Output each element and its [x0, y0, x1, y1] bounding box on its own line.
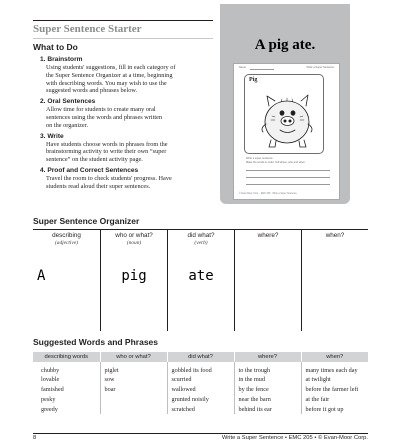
- suggested-words-table: [33, 352, 368, 414]
- table-row: [33, 385, 368, 395]
- table-row: [33, 395, 368, 405]
- table-cell: greedy: [41, 405, 58, 413]
- suggested-heading: Suggested Words and Phrases: [33, 337, 159, 347]
- table-cell: [100, 395, 167, 405]
- step-title: 4. Proof and Correct Sentences: [40, 166, 139, 174]
- step-line: Have students choose words in phrases from the: [46, 140, 168, 148]
- activity-instruction-1: Write a super sentence.: [246, 157, 274, 160]
- table-cell: scratched: [167, 404, 234, 414]
- table-cell: [100, 404, 167, 414]
- activity-writing-line: [246, 177, 330, 178]
- activity-writing-line: [246, 184, 330, 185]
- organizer-column-describing: [33, 230, 100, 331]
- footer-rule: [33, 433, 368, 434]
- table-cell: in the mud: [234, 375, 301, 385]
- step-line: brainstorming activity to write their own “super: [46, 148, 167, 156]
- table-cell: gobbled its food: [167, 362, 234, 375]
- organizer-column-head: where?: [257, 232, 279, 239]
- table-cell: before the farmer left: [301, 385, 368, 395]
- table-cell: at twilight: [301, 375, 368, 385]
- steps-list: [40, 56, 212, 194]
- table-cell: near the barn: [234, 395, 301, 405]
- activity-header-title: Write a Super Sentence: [306, 66, 334, 69]
- organizer-column-did-what: [167, 230, 234, 331]
- activity-footer: © Evan-Moor Corp. · EMC 205 · Write a Super Sentence: [239, 193, 297, 195]
- organizer-column-subhead: (adjective): [54, 240, 79, 246]
- activity-writing-line: [246, 170, 330, 171]
- table-header: did what?: [167, 352, 234, 362]
- step-line: suggested words and phrases below.: [46, 87, 138, 95]
- step-line: Using students' suggestions, fill in each category of: [46, 64, 176, 71]
- table-header: where?: [234, 352, 301, 362]
- organizer-column-head: who or what?: [115, 232, 153, 239]
- pig-illustration: [251, 84, 319, 152]
- step-body: [40, 175, 212, 191]
- step-title: 2. Oral Sentences: [40, 98, 96, 106]
- organizer-value: pig: [121, 268, 147, 284]
- table-cell: lovable: [41, 376, 60, 384]
- step-title: 1. Brainstorm: [40, 56, 83, 63]
- super-sentence-organizer: [33, 229, 368, 330]
- table-cell: scurried: [167, 375, 234, 385]
- table-cell: to the trough: [234, 362, 301, 375]
- organizer-heading: Super Sentence Organizer: [33, 216, 140, 226]
- step-write: [40, 133, 212, 164]
- step-line: Allow time for students to create many oral: [46, 106, 156, 114]
- table-row: [33, 375, 368, 385]
- table-cell: boar: [100, 385, 167, 395]
- organizer-column-who-or-what: [100, 230, 167, 331]
- title-rule: [33, 38, 213, 39]
- footer-credit: Write a Super Sentence • EMC 205 • © Evan-Moor Corp.: [221, 435, 368, 441]
- table-cell: behind its ear: [234, 404, 301, 414]
- organizer-column-head: did what?: [187, 232, 215, 239]
- activity-picture-label: Pig: [249, 77, 258, 83]
- table-cell: wallowed: [167, 385, 234, 395]
- top-rule: [33, 20, 213, 21]
- table-cell: pesky: [41, 395, 56, 403]
- table-header-row: [33, 352, 368, 362]
- step-line: the Super Sentence Organizer at a time, beginning: [46, 71, 173, 79]
- step-body: [40, 141, 212, 164]
- organizer-column-where: [234, 230, 301, 331]
- table-cell: grunted noisily: [167, 395, 234, 405]
- table-cell: before it got up: [301, 404, 368, 414]
- step-line: on the organizer.: [46, 121, 89, 129]
- table-row: [33, 404, 368, 414]
- table-cell: by the fence: [234, 385, 301, 395]
- table-cell: chubby: [41, 367, 60, 374]
- step-proof-and-correct: [40, 167, 212, 191]
- activity-name-label: Name: [239, 66, 246, 69]
- step-oral-sentences: [40, 98, 212, 129]
- activity-picture-frame: [244, 74, 324, 154]
- step-body: [40, 64, 212, 95]
- page-title: Super Sentence Starter: [33, 23, 142, 35]
- what-to-do-heading: What to Do: [33, 42, 78, 52]
- activity-name-line: [250, 69, 274, 70]
- step-line: sentence” on the student activity page.: [46, 156, 143, 164]
- organizer-column-subhead: (verb): [194, 240, 208, 246]
- activity-instruction-2: Make the words in order. Tell where, who and when.: [246, 161, 306, 164]
- organizer-column-when: [301, 230, 368, 331]
- table-row: [33, 362, 368, 375]
- organizer-column-head: describing: [52, 232, 81, 239]
- organizer-value: ate: [188, 268, 214, 284]
- step-title: 3. Write: [40, 132, 64, 140]
- table-cell: famished: [41, 386, 64, 394]
- table-cell: sow: [100, 375, 167, 385]
- table-cell: at the fair: [301, 395, 368, 405]
- step-line: Travel the room to check students' progress. Have: [46, 174, 172, 182]
- table-cell: many times each day: [301, 362, 368, 375]
- table-header: when?: [301, 352, 368, 362]
- activity-page-thumbnail: [233, 63, 340, 200]
- step-line: with describing words. You may wish to use the: [46, 79, 167, 87]
- step-brainstorm: [40, 56, 212, 95]
- table-header: describing words: [33, 352, 100, 362]
- organizer-value: A: [37, 268, 46, 284]
- step-line: sentences using the words and phrases written: [46, 113, 163, 121]
- table-cell: piglet: [100, 362, 167, 375]
- organizer-column-head: when?: [325, 232, 345, 239]
- step-line: students read aloud their super sentences.: [46, 182, 151, 190]
- organizer-column-subhead: (noun): [126, 240, 142, 246]
- table-header: who or what?: [100, 352, 167, 362]
- step-body: [40, 106, 212, 129]
- page-number: 8: [33, 435, 37, 441]
- example-sentence: A pig ate.: [254, 37, 316, 53]
